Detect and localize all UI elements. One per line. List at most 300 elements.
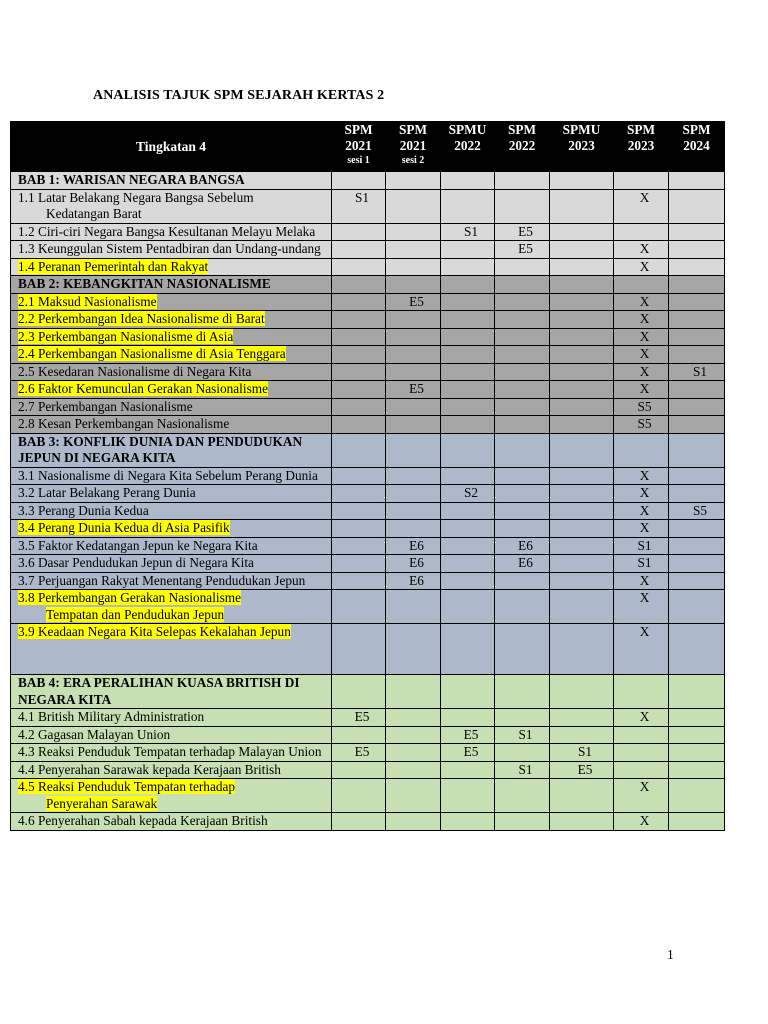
header-col-1: SPM 2021 sesi 1 [332, 122, 386, 172]
exam-mark-cell [332, 416, 386, 434]
exam-mark-cell [332, 675, 386, 709]
topic-cell [11, 293, 332, 311]
topic-label: 4.4 Penyerahan Sarawak kepada Kerajaan British [18, 761, 281, 777]
exam-mark-cell [669, 328, 725, 346]
exam-mark-cell: X [614, 485, 669, 503]
exam-mark-cell [495, 416, 550, 434]
topic-label: 1.3 Keunggulan Sistem Pentadbiran dan Undang-undang [18, 241, 321, 256]
exam-mark-cell [550, 189, 614, 223]
topic-label: 1.4 Peranan Pemerintah dan Rakyat [18, 258, 209, 274]
exam-mark-cell: E5 [495, 223, 550, 241]
exam-mark-cell [614, 276, 669, 294]
exam-mark-cell: X [614, 590, 669, 624]
exam-mark-cell [495, 502, 550, 520]
exam-mark-cell: X [614, 189, 669, 223]
exam-mark-cell [386, 223, 441, 241]
exam-mark-cell: X [614, 311, 669, 329]
topic-label-continuation: Penyerahan Sarawak [46, 795, 158, 811]
exam-mark-cell [550, 381, 614, 399]
exam-mark-cell: E5 [495, 241, 550, 259]
topic-cell [11, 241, 332, 259]
exam-mark-cell: S1 [441, 223, 495, 241]
table-row [11, 398, 725, 416]
exam-mark-cell [332, 381, 386, 399]
exam-mark-cell: E5 [441, 744, 495, 762]
exam-mark-cell [386, 346, 441, 364]
exam-mark-cell [386, 311, 441, 329]
exam-mark-cell [550, 328, 614, 346]
exam-mark-cell [550, 502, 614, 520]
exam-mark-cell [550, 311, 614, 329]
exam-mark-cell: E5 [386, 381, 441, 399]
table-row [11, 223, 725, 241]
table-row [11, 346, 725, 364]
exam-mark-cell [669, 675, 725, 709]
exam-mark-cell [669, 520, 725, 538]
exam-mark-cell [441, 241, 495, 259]
exam-mark-cell: S1 [332, 189, 386, 223]
exam-mark-cell [386, 709, 441, 727]
topic-label: 3.2 Latar Belakang Perang Dunia [18, 485, 196, 500]
exam-mark-cell [386, 813, 441, 831]
topic-label: 3.7 Perjuangan Rakyat Menentang Pendudukan Jepun [18, 572, 306, 588]
exam-mark-cell [332, 363, 386, 381]
topic-label: 3.5 Faktor Kedatangan Jepun ke Negara Kita [18, 537, 258, 553]
exam-mark-cell [332, 433, 386, 467]
exam-mark-cell [550, 726, 614, 744]
exam-mark-cell: S1 [614, 555, 669, 573]
chapter-row [11, 433, 725, 467]
exam-mark-cell: S5 [669, 502, 725, 520]
exam-mark-cell [386, 675, 441, 709]
exam-mark-cell [495, 398, 550, 416]
exam-mark-cell [441, 761, 495, 779]
table-row [11, 416, 725, 434]
topic-cell [11, 416, 332, 434]
exam-mark-cell [614, 761, 669, 779]
topic-cell [11, 258, 332, 276]
exam-mark-cell: S5 [614, 416, 669, 434]
exam-mark-cell [441, 675, 495, 709]
header-col-2: SPM 2021 sesi 2 [386, 122, 441, 172]
table-row [11, 624, 725, 675]
table-row [11, 485, 725, 503]
exam-mark-cell [495, 363, 550, 381]
exam-mark-cell [441, 572, 495, 590]
topic-label: 3.1 Nasionalisme di Negara Kita Sebelum Perang Dunia [18, 467, 318, 483]
topic-cell [11, 502, 332, 520]
exam-mark-cell: X [614, 346, 669, 364]
topic-cell [11, 311, 332, 329]
exam-mark-cell: E5 [332, 709, 386, 727]
topic-label: 2.3 Perkembangan Nasionalisme di Asia [18, 328, 234, 344]
table-row [11, 520, 725, 538]
header-row [11, 122, 725, 172]
table-row [11, 311, 725, 329]
exam-mark-cell: X [614, 241, 669, 259]
exam-mark-cell [441, 624, 495, 675]
topic-label: 2.7 Perkembangan Nasionalisme [18, 398, 193, 414]
chapter-label: BAB 3: KONFLIK DUNIA DAN PENDUDUKAN JEPUN DI NEGARA KITA [18, 433, 303, 465]
topic-cell [11, 813, 332, 831]
exam-mark-cell [495, 744, 550, 762]
exam-mark-cell [386, 276, 441, 294]
exam-mark-cell [669, 172, 725, 190]
exam-mark-cell [669, 744, 725, 762]
header-col-7: SPM 2024 [669, 122, 725, 172]
topic-label: 3.3 Perang Dunia Kedua [18, 502, 149, 518]
exam-mark-cell: X [614, 502, 669, 520]
exam-mark-cell: X [614, 779, 669, 813]
topic-label: 2.1 Maksud Nasionalisme [18, 293, 157, 309]
exam-mark-cell [495, 813, 550, 831]
exam-mark-cell [550, 293, 614, 311]
topic-cell [11, 761, 332, 779]
exam-mark-cell: X [614, 467, 669, 485]
topic-cell [11, 189, 332, 223]
exam-mark-cell: S5 [614, 398, 669, 416]
exam-mark-cell [386, 520, 441, 538]
exam-mark-cell [386, 363, 441, 381]
exam-mark-cell [550, 241, 614, 259]
exam-mark-cell [441, 416, 495, 434]
exam-mark-cell [332, 485, 386, 503]
exam-mark-cell: E6 [386, 572, 441, 590]
exam-mark-cell [669, 293, 725, 311]
exam-mark-cell [332, 520, 386, 538]
exam-mark-cell [550, 520, 614, 538]
chapter-row [11, 172, 725, 190]
exam-mark-cell [550, 276, 614, 294]
header-col-4: SPM 2022 [495, 122, 550, 172]
exam-mark-cell [669, 485, 725, 503]
exam-mark-cell: X [614, 381, 669, 399]
exam-mark-cell [386, 328, 441, 346]
exam-mark-cell [495, 520, 550, 538]
exam-mark-cell [386, 433, 441, 467]
exam-mark-cell [495, 590, 550, 624]
exam-mark-cell [614, 675, 669, 709]
exam-mark-cell [332, 311, 386, 329]
topic-label: 4.6 Penyerahan Sabah kepada Kerajaan British [18, 813, 268, 828]
exam-mark-cell [669, 761, 725, 779]
page-number: 1 [667, 947, 674, 962]
topic-cell [11, 709, 332, 727]
exam-mark-cell [441, 293, 495, 311]
exam-mark-cell [669, 813, 725, 831]
exam-mark-cell [495, 381, 550, 399]
topic-label: 2.5 Kesedaran Nasionalisme di Negara Kita [18, 363, 252, 379]
exam-mark-cell [332, 328, 386, 346]
exam-mark-cell [550, 555, 614, 573]
topic-label: 2.2 Perkembangan Idea Nasionalisme di Barat [18, 311, 265, 326]
table-row [11, 761, 725, 779]
topic-cell [11, 624, 332, 675]
exam-mark-cell [495, 189, 550, 223]
chapter-label: BAB 4: ERA PERALIHAN KUASA BRITISH DI NEGARA KITA [18, 675, 300, 707]
chapter-row [11, 276, 725, 294]
exam-mark-cell: E6 [386, 537, 441, 555]
exam-mark-cell: X [614, 363, 669, 381]
exam-mark-cell [332, 223, 386, 241]
exam-mark-cell: X [614, 624, 669, 675]
exam-mark-cell [550, 779, 614, 813]
exam-mark-cell: X [614, 328, 669, 346]
exam-mark-cell: E5 [332, 744, 386, 762]
topic-cell [11, 363, 332, 381]
table-row [11, 572, 725, 590]
exam-mark-cell [614, 172, 669, 190]
exam-mark-cell [386, 726, 441, 744]
exam-mark-cell [332, 241, 386, 259]
exam-mark-cell [669, 189, 725, 223]
exam-mark-cell [550, 258, 614, 276]
table-row [11, 744, 725, 762]
topic-cell [11, 555, 332, 573]
topic-cell [11, 572, 332, 590]
table-row [11, 590, 725, 624]
exam-mark-cell [495, 467, 550, 485]
table-row [11, 293, 725, 311]
exam-mark-cell [550, 572, 614, 590]
exam-mark-cell [495, 328, 550, 346]
exam-mark-cell [441, 502, 495, 520]
exam-mark-cell [386, 241, 441, 259]
topic-label: 2.8 Kesan Perkembangan Nasionalisme [18, 416, 230, 431]
exam-mark-cell [550, 363, 614, 381]
exam-mark-cell [669, 467, 725, 485]
table-row [11, 363, 725, 381]
exam-mark-cell [441, 398, 495, 416]
exam-mark-cell [669, 709, 725, 727]
document-title: ANALISIS TAJUK SPM SEJARAH KERTAS 2 [93, 88, 385, 103]
exam-mark-cell [550, 813, 614, 831]
exam-mark-cell [332, 276, 386, 294]
exam-mark-cell [386, 467, 441, 485]
exam-mark-cell [669, 590, 725, 624]
exam-mark-cell [386, 624, 441, 675]
exam-mark-cell: S1 [550, 744, 614, 762]
exam-mark-cell [669, 555, 725, 573]
table-row [11, 328, 725, 346]
header-tingkatan: Tingkatan 4 [11, 122, 332, 172]
table-body [11, 172, 725, 831]
topic-cell [11, 744, 332, 762]
topic-cell [11, 346, 332, 364]
exam-mark-cell [495, 675, 550, 709]
exam-mark-cell [386, 590, 441, 624]
topic-label: 2.6 Faktor Kemunculan Gerakan Nasionalisme [18, 381, 268, 396]
topic-label: 1.1 Latar Belakang Negara Bangsa Sebelum [18, 189, 254, 205]
exam-mark-cell [441, 779, 495, 813]
exam-mark-cell: S1 [495, 761, 550, 779]
chapter-label: BAB 2: KEBANGKITAN NASIONALISME [18, 276, 271, 291]
exam-mark-cell [614, 433, 669, 467]
topic-label: 4.3 Reaksi Penduduk Tempatan terhadap Malayan Union [18, 744, 322, 759]
table-row [11, 709, 725, 727]
topic-cell [11, 520, 332, 538]
exam-mark-cell [441, 328, 495, 346]
exam-mark-cell [332, 572, 386, 590]
topic-cell [11, 537, 332, 555]
exam-mark-cell [550, 346, 614, 364]
chapter-label: BAB 1: WARISAN NEGARA BANGSA [18, 172, 245, 187]
exam-mark-cell [441, 709, 495, 727]
exam-mark-cell [441, 346, 495, 364]
exam-mark-cell [550, 709, 614, 727]
exam-mark-cell [495, 311, 550, 329]
table-row [11, 241, 725, 259]
exam-mark-cell: S2 [441, 485, 495, 503]
chapter-row [11, 675, 725, 709]
topic-cell [11, 726, 332, 744]
topic-cell [11, 779, 332, 813]
exam-mark-cell: X [614, 520, 669, 538]
exam-mark-cell [669, 258, 725, 276]
exam-mark-cell [441, 311, 495, 329]
topic-label: 3.4 Perang Dunia Kedua di Asia Pasifik [18, 520, 230, 535]
exam-mark-cell [550, 433, 614, 467]
exam-mark-cell [332, 346, 386, 364]
exam-mark-cell: S1 [669, 363, 725, 381]
exam-mark-cell [669, 381, 725, 399]
exam-mark-cell [441, 520, 495, 538]
exam-mark-cell [495, 572, 550, 590]
exam-mark-cell [669, 398, 725, 416]
exam-mark-cell [495, 258, 550, 276]
exam-mark-cell [495, 624, 550, 675]
exam-mark-cell [441, 258, 495, 276]
topic-cell [11, 590, 332, 624]
exam-mark-cell [550, 223, 614, 241]
exam-mark-cell [495, 779, 550, 813]
exam-mark-cell [332, 537, 386, 555]
exam-mark-cell [386, 416, 441, 434]
topic-label: 4.5 Reaksi Penduduk Tempatan terhadap [18, 779, 236, 794]
exam-mark-cell [669, 572, 725, 590]
topic-label: 4.2 Gagasan Malayan Union [18, 726, 171, 742]
exam-mark-cell [669, 416, 725, 434]
exam-mark-cell [441, 189, 495, 223]
exam-mark-cell [332, 293, 386, 311]
topic-cell [11, 398, 332, 416]
topic-cell [11, 223, 332, 241]
exam-mark-cell [550, 172, 614, 190]
exam-mark-cell [441, 813, 495, 831]
exam-mark-cell [550, 590, 614, 624]
exam-mark-cell [386, 761, 441, 779]
exam-mark-cell [550, 624, 614, 675]
table-row [11, 467, 725, 485]
exam-mark-cell [495, 293, 550, 311]
topic-label: 2.4 Perkembangan Nasionalisme di Asia Tenggara [18, 346, 286, 361]
exam-mark-cell: X [614, 258, 669, 276]
exam-mark-cell [332, 624, 386, 675]
exam-mark-cell [495, 346, 550, 364]
topic-label: 1.2 Ciri-ciri Negara Bangsa Kesultanan Melayu Melaka [18, 223, 316, 239]
exam-mark-cell [441, 433, 495, 467]
topic-label-continuation: Tempatan dan Pendudukan Jepun [46, 606, 225, 622]
topic-cell [11, 381, 332, 399]
exam-mark-cell [495, 433, 550, 467]
chapter-title [11, 172, 332, 190]
table-row [11, 381, 725, 399]
topic-label: 3.8 Perkembangan Gerakan Nasionalisme [18, 590, 242, 605]
exam-mark-cell [441, 537, 495, 555]
chapter-title [11, 675, 332, 709]
table-row [11, 258, 725, 276]
table-row [11, 813, 725, 831]
exam-mark-cell [614, 726, 669, 744]
exam-mark-cell [441, 467, 495, 485]
exam-mark-cell [332, 779, 386, 813]
exam-mark-cell [332, 502, 386, 520]
exam-mark-cell [386, 189, 441, 223]
exam-mark-cell [386, 398, 441, 416]
exam-mark-cell [441, 381, 495, 399]
exam-mark-cell [669, 241, 725, 259]
topic-analysis-table [10, 121, 725, 831]
exam-mark-cell [441, 555, 495, 573]
exam-mark-cell: E5 [441, 726, 495, 744]
exam-mark-cell [332, 555, 386, 573]
exam-mark-cell [441, 172, 495, 190]
exam-mark-cell [669, 433, 725, 467]
exam-mark-cell [441, 363, 495, 381]
table-row [11, 779, 725, 813]
exam-mark-cell: E5 [550, 761, 614, 779]
exam-mark-cell: X [614, 709, 669, 727]
exam-mark-cell [495, 485, 550, 503]
topic-cell [11, 328, 332, 346]
exam-mark-cell [332, 813, 386, 831]
header-col-3: SPMU 2022 [441, 122, 495, 172]
exam-mark-cell [332, 172, 386, 190]
topic-cell [11, 467, 332, 485]
exam-mark-cell [550, 537, 614, 555]
exam-mark-cell: X [614, 293, 669, 311]
table-row [11, 537, 725, 555]
exam-mark-cell [669, 223, 725, 241]
exam-mark-cell [669, 779, 725, 813]
exam-mark-cell [550, 485, 614, 503]
header-col-5: SPMU 2023 [550, 122, 614, 172]
exam-mark-cell [332, 726, 386, 744]
exam-mark-cell [669, 276, 725, 294]
exam-mark-cell [386, 779, 441, 813]
table-row [11, 555, 725, 573]
exam-mark-cell: S1 [614, 537, 669, 555]
exam-mark-cell [332, 761, 386, 779]
topic-label: 3.9 Keadaan Negara Kita Selepas Kekalahan Jepun [18, 624, 291, 639]
header-col-6: SPM 2023 [614, 122, 669, 172]
exam-mark-cell: X [614, 572, 669, 590]
exam-mark-cell [614, 744, 669, 762]
exam-mark-cell [669, 624, 725, 675]
exam-mark-cell [495, 172, 550, 190]
exam-mark-cell [386, 258, 441, 276]
exam-mark-cell: S1 [495, 726, 550, 744]
table-row [11, 502, 725, 520]
exam-mark-cell: E6 [495, 537, 550, 555]
exam-mark-cell: E6 [386, 555, 441, 573]
exam-mark-cell [614, 223, 669, 241]
exam-mark-cell [550, 398, 614, 416]
exam-mark-cell [495, 276, 550, 294]
exam-mark-cell [332, 467, 386, 485]
topic-cell [11, 485, 332, 503]
exam-mark-cell [495, 709, 550, 727]
